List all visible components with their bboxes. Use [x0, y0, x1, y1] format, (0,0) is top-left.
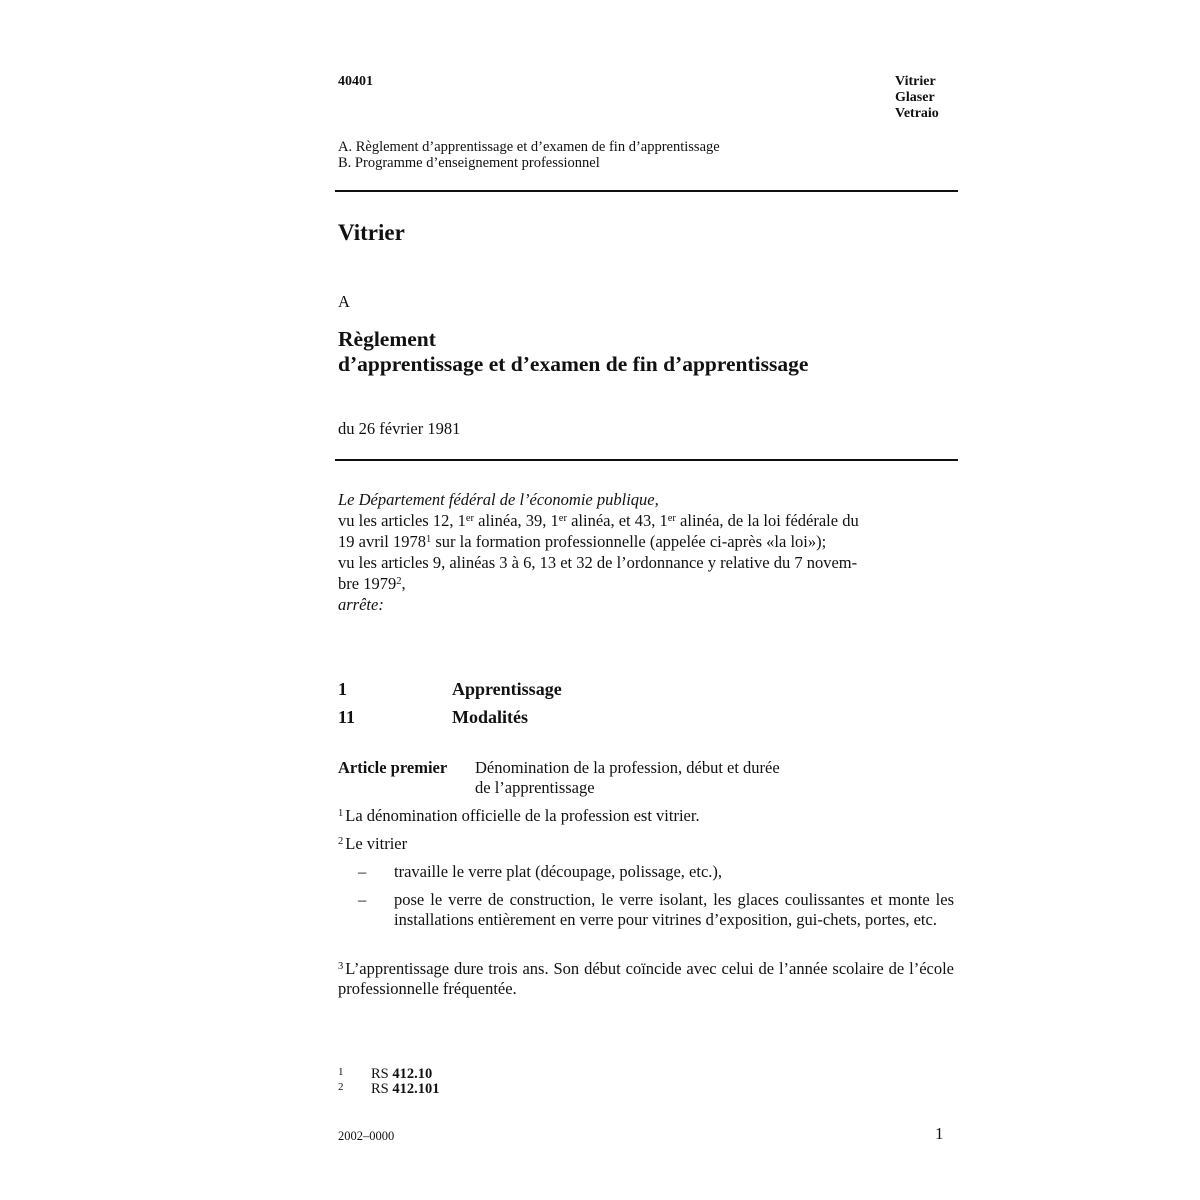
section-number: 1	[338, 679, 347, 699]
article-title: Dénomination de la profession, début et durée de l’apprentissage	[475, 758, 780, 797]
divider-middle	[335, 459, 958, 461]
part-a-label: A. Règlement d’apprentissage et d’examen de fin d’apprentissage	[338, 139, 720, 155]
part-b-label: B. Programme d’enseignement professionnel	[338, 155, 600, 171]
regulation-title-line2: d’apprentissage et d’examen de fin d’apprentissage	[338, 352, 809, 376]
article-paragraph-2: $^2$ Le vitrier	[338, 834, 408, 853]
list-item: – pose le verre de construction, le verre isolant, les glaces coulissantes et monte les installations entièrement en verre pour vitrines d’exposition, gui-chets, portes, etc.	[358, 890, 954, 929]
article-label: Article premier	[338, 758, 448, 777]
profession-name-it: Vetraio	[895, 106, 939, 121]
preamble-line-4: bre 1979$^2$,	[338, 574, 406, 593]
page-number: 1	[935, 1124, 944, 1143]
section-number: 11	[338, 707, 356, 727]
divider-top	[335, 190, 958, 192]
preamble-line-3: vu les articles 9, alinéas 3 à 6, 13 et 32 de l’ordonnance y relative du 7 novem-	[338, 553, 858, 572]
dash-bullet: –	[358, 862, 367, 881]
regulation-title-line1: Règlement	[338, 327, 436, 351]
document-code: 40401	[338, 74, 373, 89]
preamble-line-2: 19 avril 1978$^1$ sur la formation professionnelle (appelée ci-après «la loi»);	[338, 532, 827, 551]
footer-code: 2002–0000	[338, 1129, 395, 1143]
footnote-ref-2[interactable]: 2	[396, 576, 402, 587]
footnote-2: 2 RS 412.101	[338, 1081, 440, 1097]
superscript-er: er	[558, 513, 567, 524]
article-heading	[338, 758, 835, 798]
profession-name-fr: Vitrier	[895, 74, 936, 89]
superscript-er: er	[465, 513, 475, 524]
footnote-1: 1 RS 412.10	[338, 1066, 433, 1082]
page-title: Vitrier	[338, 220, 405, 245]
preamble-authority: Le Département fédéral de l’économie publique,	[338, 490, 659, 509]
section-title: Apprentissage	[452, 679, 562, 699]
dash-bullet: –	[358, 890, 367, 909]
preamble-line-1: vu les articles 12, 1er alinéa, 39, 1er alinéa, et 43, 1er alinéa, de la loi fédérale du	[338, 511, 859, 530]
footnote-ref-1[interactable]: 1	[426, 534, 432, 545]
article-paragraph-1: $^1$ La dénomination officielle de la profession est vitrier.	[338, 806, 700, 825]
document-parts-list	[338, 139, 720, 171]
article-paragraph-3: $^3$ L’apprentissage dure trois ans. Son début coïncide avec celui de l’année scolaire de l’école professionnelle fréquentée.	[338, 959, 954, 998]
list-item: – travaille le verre plat (découpage, polissage, etc.),	[358, 862, 723, 881]
preamble-decree: arrête:	[338, 595, 384, 614]
superscript-er: er	[667, 513, 676, 524]
section-heading-1	[338, 679, 562, 700]
regulation-date: du 26 février 1981	[338, 419, 461, 438]
section-title: Modalités	[452, 707, 528, 727]
profession-name-de: Glaser	[895, 90, 935, 105]
section-heading-11	[338, 707, 528, 728]
part-letter: A	[338, 292, 350, 311]
preamble	[338, 489, 918, 615]
profession-names	[895, 74, 939, 122]
regulation-title	[338, 327, 808, 377]
